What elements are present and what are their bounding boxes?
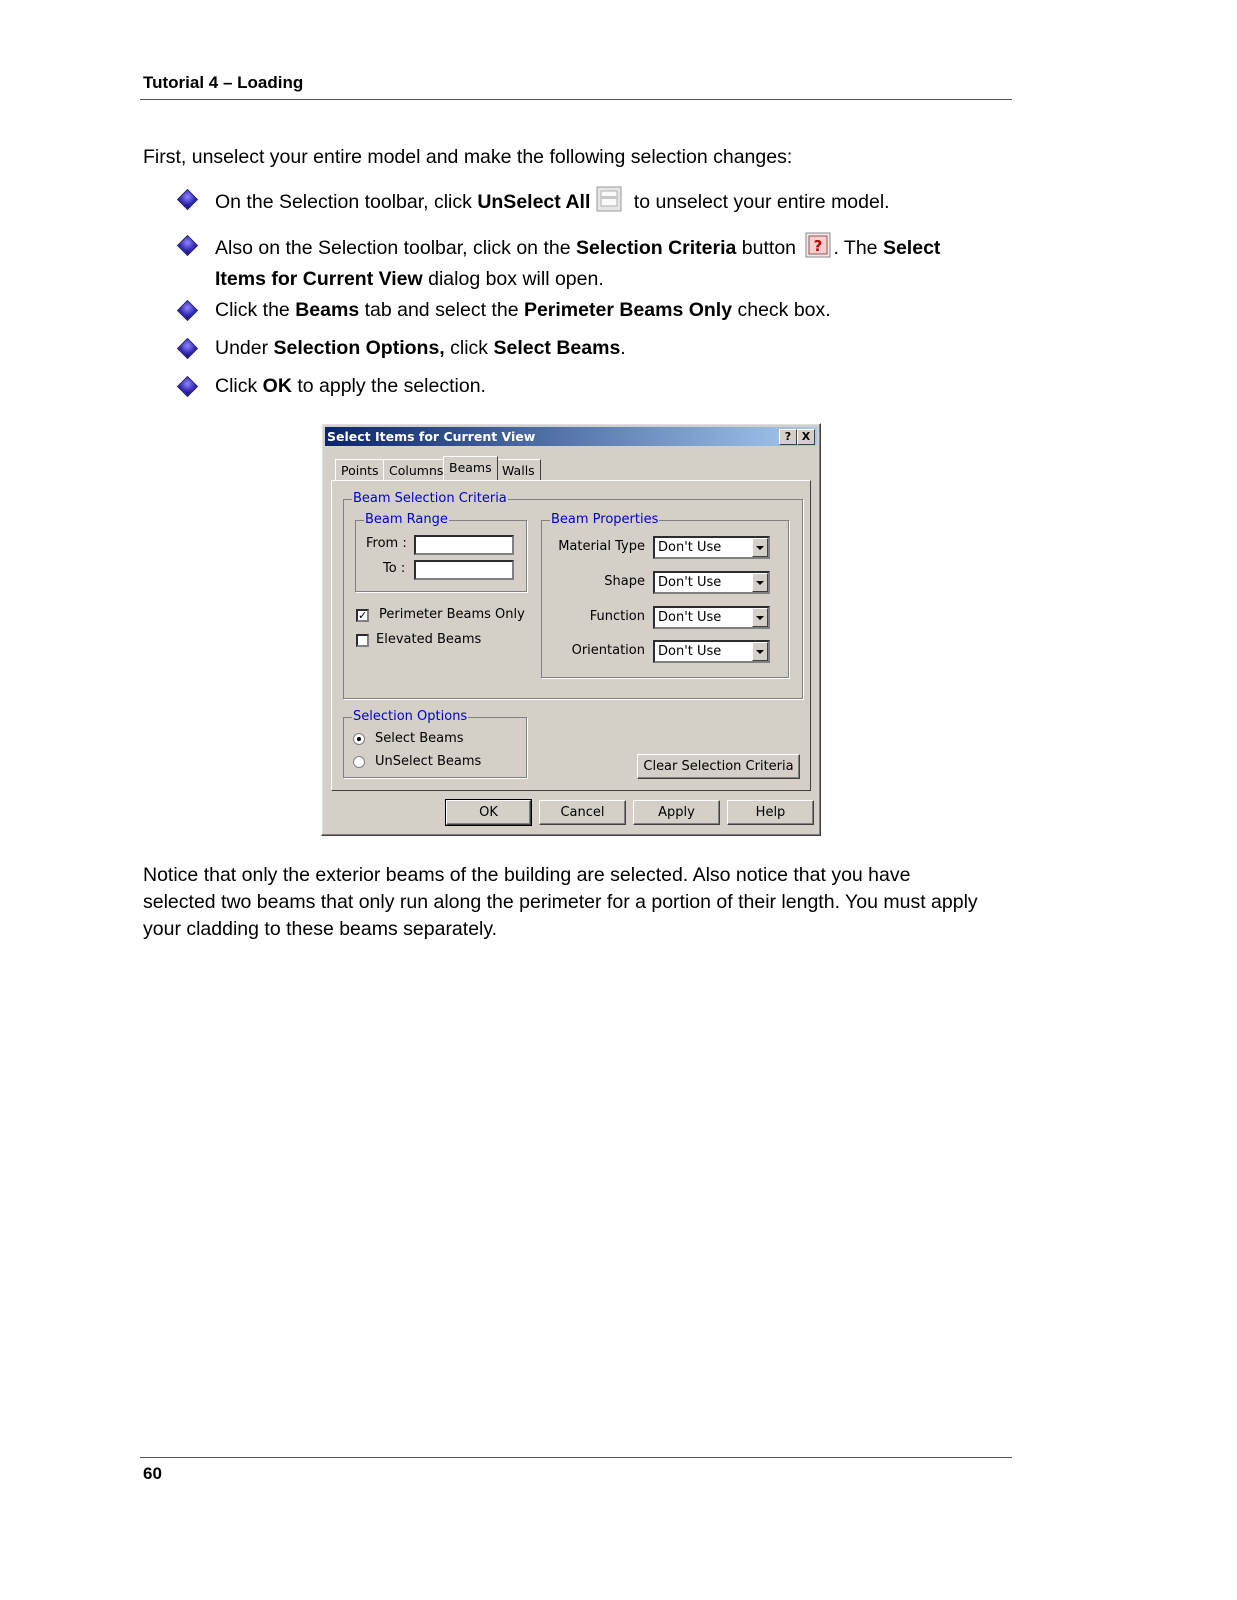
svg-text:?: ? [814, 237, 823, 255]
text: to unselect your entire model. [628, 191, 890, 213]
diamond-bullet-icon [177, 300, 198, 321]
page-number: 60 [143, 1464, 162, 1483]
text: . [620, 337, 626, 359]
text: to apply the selection. [291, 375, 486, 397]
list-item [178, 232, 988, 297]
chevron-down-icon[interactable] [752, 642, 768, 661]
elevated-beams-label: Elevated Beams [376, 632, 482, 647]
elevated-beams-checkbox[interactable] [356, 634, 369, 647]
from-label: From : [366, 536, 407, 551]
footer-rule [140, 1457, 1012, 1458]
text: click [444, 337, 494, 359]
function-select[interactable] [653, 606, 770, 629]
notice-paragraph: Notice that only the exterior beams of the building are selected. Also notice that you have selected two beams that only run along the perimeter for a portion of their length. You must apply your cladding to these beams separately. [143, 864, 978, 940]
beam-selection-criteria-group [343, 491, 803, 699]
text: . The [833, 237, 883, 259]
material-type-select[interactable] [653, 536, 770, 559]
tab-beams[interactable]: Beams [443, 456, 498, 480]
text: tab and select the [359, 299, 524, 321]
chevron-down-icon[interactable] [752, 608, 768, 627]
select-beams-radio[interactable] [353, 733, 365, 745]
page-header-title: Tutorial 4 – Loading [143, 73, 304, 92]
shape-select[interactable] [653, 571, 770, 594]
from-input[interactable] [414, 535, 514, 555]
unselect-beams-label: UnSelect Beams [375, 754, 482, 769]
intro-text: First, unselect your entire model and make the following selection changes: [143, 146, 793, 168]
bold-text: Select Items for Current View [215, 237, 941, 290]
text: Click the [215, 299, 296, 321]
select-beams-label: Select Beams [375, 731, 464, 746]
perimeter-beams-checkbox[interactable]: ✓ [358, 609, 368, 622]
text: Click [215, 375, 263, 397]
header-rule [140, 99, 1012, 100]
bold-text: Selection Options, [273, 337, 445, 359]
select-value: Don't Use [658, 610, 722, 625]
select-value: Don't Use [658, 575, 722, 590]
chevron-down-icon[interactable] [752, 538, 768, 557]
orientation-select[interactable] [653, 640, 770, 663]
help-title-button[interactable]: ? [779, 429, 797, 445]
bold-text: Beams [295, 299, 360, 321]
instruction-list [178, 186, 988, 411]
text: button [736, 237, 802, 259]
cancel-button[interactable]: Cancel [539, 800, 626, 825]
close-button[interactable]: X [797, 429, 815, 445]
text: On the Selection toolbar, click [215, 191, 478, 213]
bold-text: UnSelect All [477, 191, 591, 213]
dialog-title: Select Items for Current View [327, 429, 536, 444]
diamond-bullet-icon [177, 338, 198, 359]
to-label: To : [383, 561, 406, 576]
diamond-bullet-icon [177, 376, 198, 397]
tab-columns[interactable]: Columns [383, 459, 449, 480]
apply-button[interactable]: Apply [633, 800, 720, 825]
function-label: Function [589, 609, 645, 624]
group-label: Beam Range [365, 512, 448, 527]
unselect-beams-radio[interactable] [353, 756, 365, 768]
to-input[interactable] [414, 560, 514, 580]
group-label: Beam Selection Criteria [353, 491, 507, 506]
dialog-titlebar[interactable] [325, 427, 817, 446]
shape-label: Shape [604, 574, 645, 589]
tab-walls[interactable]: Walls [496, 459, 541, 480]
orientation-label: Orientation [571, 643, 645, 658]
bold-text: Select Beams [493, 337, 621, 359]
selection-options-group [343, 709, 527, 778]
group-label: Beam Properties [551, 512, 659, 527]
ok-button[interactable]: OK [446, 800, 531, 825]
tab-points[interactable]: Points [335, 459, 385, 480]
diamond-bullet-icon [177, 235, 198, 256]
unselect-all-icon [596, 186, 622, 220]
text: dialog box will open. [422, 268, 604, 290]
group-label: Selection Options [353, 709, 468, 724]
list-item [178, 373, 988, 411]
bold-text: OK [262, 375, 292, 397]
list-item [178, 335, 988, 373]
select-value: Don't Use [658, 644, 722, 659]
beam-properties-group [541, 512, 789, 678]
chevron-down-icon[interactable] [752, 573, 768, 592]
bold-text: Perimeter Beams Only [523, 299, 733, 321]
material-type-label: Material Type [558, 539, 645, 554]
select-value: Don't Use [658, 540, 722, 555]
perimeter-beams-label: Perimeter Beams Only [379, 607, 525, 622]
selection-criteria-icon [805, 232, 831, 266]
help-button[interactable]: Help [727, 800, 814, 825]
beams-tab-panel [331, 480, 811, 791]
text: Under [215, 337, 274, 359]
list-item [178, 297, 988, 335]
beam-range-group [355, 512, 527, 592]
text: check box. [732, 299, 831, 321]
list-item [178, 186, 988, 232]
select-items-dialog [321, 423, 821, 836]
text: Also on the Selection toolbar, click on the [215, 237, 576, 259]
diamond-bullet-icon [177, 189, 198, 210]
bold-text: Selection Criteria [575, 237, 737, 259]
clear-selection-criteria-button[interactable]: Clear Selection Criteria [637, 754, 800, 779]
